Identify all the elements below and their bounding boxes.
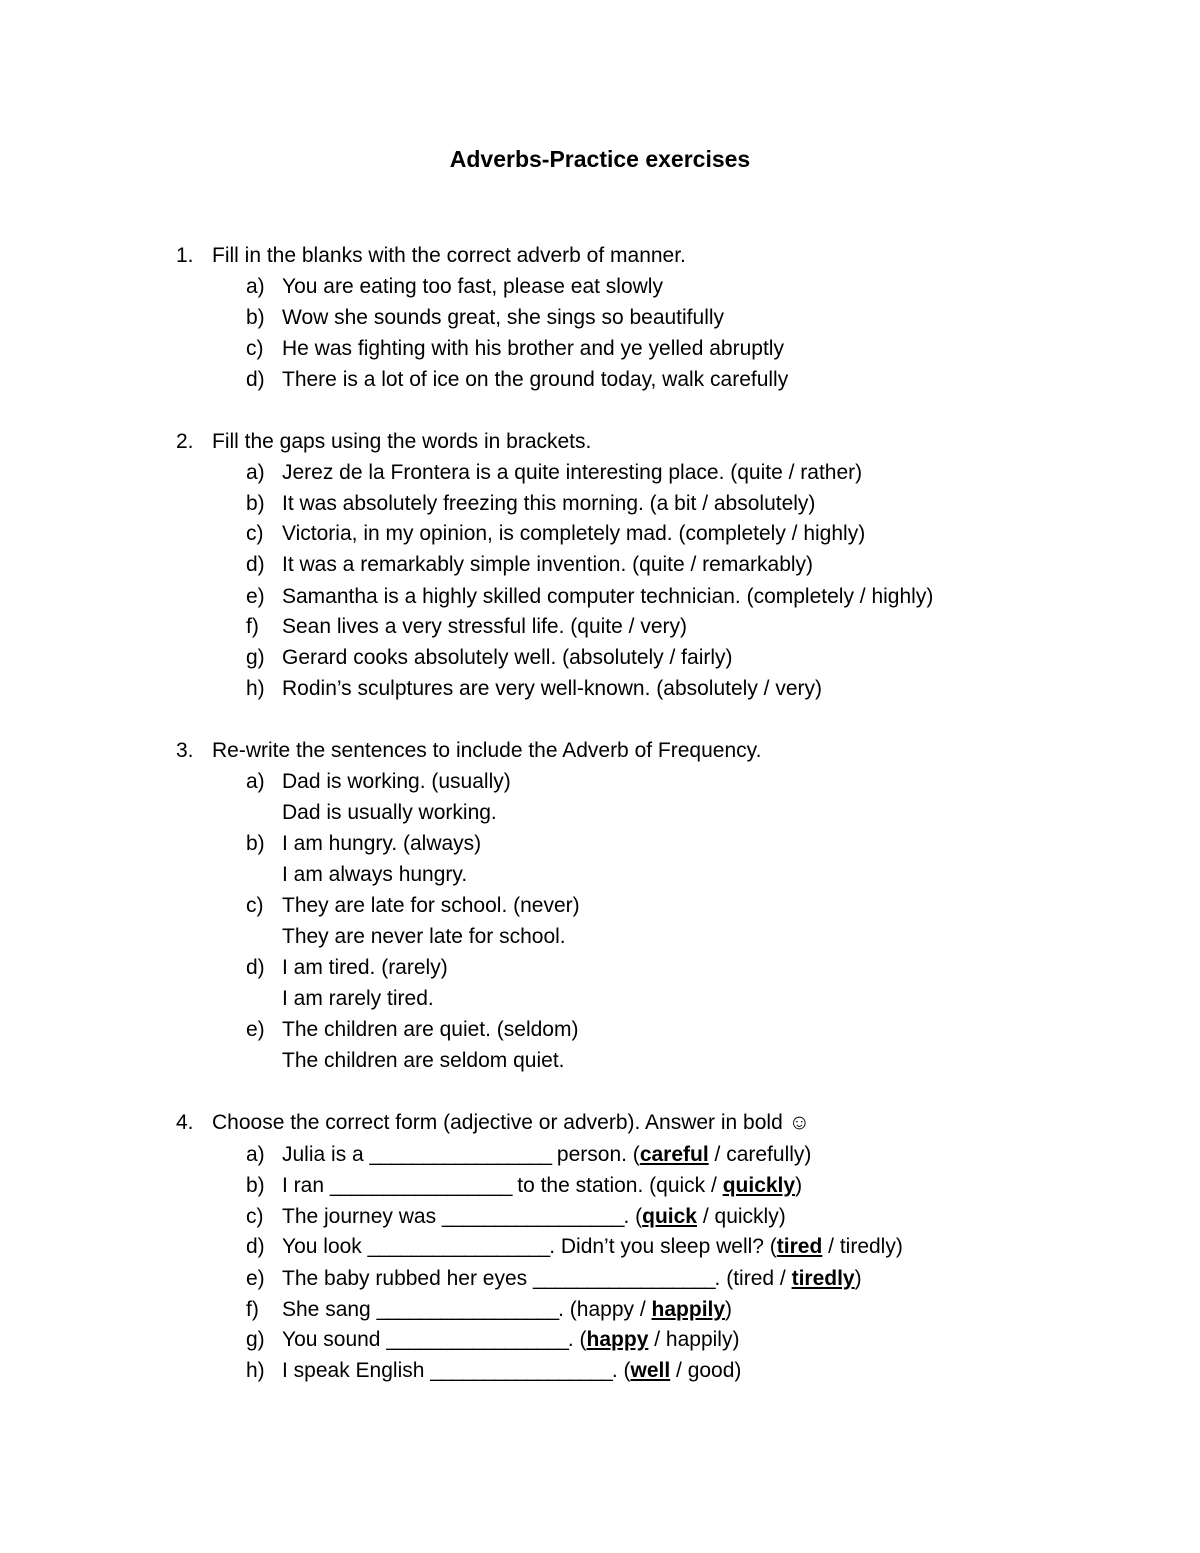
s4-item-a-choice-1: careful bbox=[639, 1143, 709, 1166]
s2-item-e-text: Samantha is a highly skilled computer technician. (completely / highly) bbox=[282, 585, 934, 608]
s4-item-b-blank: _________________ bbox=[329, 1174, 512, 1197]
s4-item-d-post: ) bbox=[895, 1235, 903, 1258]
s2-item-d-text: It was a remarkably simple invention. (quite / remarkably) bbox=[282, 553, 814, 576]
s4-item-a-sep: / bbox=[708, 1143, 727, 1166]
s4-item-h-pre: I speak English bbox=[282, 1359, 431, 1382]
s4-item-g-post: ) bbox=[732, 1328, 740, 1351]
s4-item-h-blank: _________________ bbox=[430, 1359, 612, 1382]
s2-item-e-mark: e) bbox=[246, 585, 265, 608]
s4-item-d-blank: _________________ bbox=[367, 1235, 550, 1258]
s4-item-a-mark: a) bbox=[246, 1143, 265, 1166]
s4-item-g-choice-2: happily bbox=[665, 1328, 733, 1351]
s4-item-e bbox=[282, 1263, 862, 1294]
s2-item-b-mark: b) bbox=[246, 492, 265, 515]
s2-item-h-text: Rodin’s sculptures are very well-known. (absolutely / very) bbox=[282, 677, 822, 700]
s4-item-e-choice-2: tiredly bbox=[791, 1267, 855, 1290]
s4-item-b bbox=[282, 1170, 802, 1201]
s4-item-c-blank: _________________ bbox=[441, 1205, 624, 1228]
s4-item-a-post: ) bbox=[804, 1143, 812, 1166]
section-3-number: 3. bbox=[176, 739, 194, 762]
section-2-number: 2. bbox=[176, 430, 194, 453]
s1-item-c-mark: c) bbox=[246, 337, 264, 360]
s4-item-d-mid: . Didn’t you sleep well? ( bbox=[549, 1235, 777, 1258]
s3-item-e-mark: e) bbox=[246, 1018, 265, 1041]
s4-item-h-post: ) bbox=[734, 1359, 742, 1382]
s4-item-c-pre: The journey was bbox=[282, 1205, 442, 1228]
s4-item-h-mark: h) bbox=[246, 1359, 265, 1382]
s4-item-a-blank: _________________ bbox=[369, 1143, 552, 1166]
s4-item-e-blank: _________________ bbox=[533, 1267, 715, 1290]
s4-item-h-choice-1: well bbox=[630, 1359, 671, 1382]
s4-item-e-sep: / bbox=[774, 1267, 792, 1290]
s1-item-b-text: Wow she sounds great, she sings so beautifully bbox=[282, 306, 725, 329]
s4-item-b-choice-2: quickly bbox=[722, 1174, 796, 1197]
s4-item-d-mark: d) bbox=[246, 1235, 265, 1258]
s2-item-d-mark: d) bbox=[246, 553, 265, 576]
s4-item-f-mark: f) bbox=[246, 1298, 259, 1321]
s4-item-a-choice-2: carefully bbox=[726, 1143, 805, 1166]
s4-item-h-sep: / bbox=[670, 1359, 688, 1382]
s4-item-b-mid: to the station. ( bbox=[511, 1174, 657, 1197]
s4-item-c-choice-2: quickly bbox=[714, 1205, 779, 1228]
s1-item-d-mark: d) bbox=[246, 368, 265, 391]
s2-item-b-text: It was absolutely freezing this morning. (a bit / absolutely) bbox=[282, 492, 816, 515]
s4-item-b-sep: / bbox=[705, 1174, 723, 1197]
s4-item-d bbox=[282, 1231, 903, 1262]
s3-item-c-answer: They are never late for school. bbox=[282, 925, 566, 948]
s3-item-b-text: I am hungry. (always) bbox=[282, 832, 482, 855]
s3-item-a-text: Dad is working. (usually) bbox=[282, 770, 511, 793]
s2-item-g-text: Gerard cooks absolutely well. (absolutely / fairly) bbox=[282, 646, 733, 669]
s4-item-d-pre: You look bbox=[282, 1235, 368, 1258]
s4-item-h-choice-2: good bbox=[687, 1359, 735, 1382]
s3-item-a-mark: a) bbox=[246, 770, 265, 793]
s4-item-g-sep: / bbox=[648, 1328, 666, 1351]
s4-item-d-choice-1: tired bbox=[776, 1235, 823, 1258]
s4-item-h bbox=[282, 1355, 741, 1386]
s4-item-f-choice-2: happily bbox=[651, 1298, 726, 1321]
s4-item-e-pre: The baby rubbed her eyes bbox=[282, 1267, 533, 1290]
s4-item-f-sep: / bbox=[634, 1298, 652, 1321]
s3-item-b-mark: b) bbox=[246, 832, 265, 855]
s4-item-f-mid: . ( bbox=[558, 1298, 577, 1321]
s2-item-h-mark: h) bbox=[246, 677, 265, 700]
s4-item-h-mid: . ( bbox=[611, 1359, 631, 1382]
section-4-number: 4. bbox=[176, 1111, 194, 1134]
s2-item-a-text: Jerez de la Frontera is a quite interesting place. (quite / rather) bbox=[282, 461, 863, 484]
s2-item-c-mark: c) bbox=[246, 522, 264, 545]
s4-item-a-mid: person. ( bbox=[551, 1143, 640, 1166]
s1-item-c-text: He was fighting with his brother and ye yelled abruptly bbox=[282, 337, 784, 360]
s4-item-g-mark: g) bbox=[246, 1328, 265, 1351]
s3-item-d-text: I am tired. (rarely) bbox=[282, 956, 448, 979]
s4-item-b-choice-1: quick bbox=[656, 1174, 706, 1197]
s1-item-d-text: There is a lot of ice on the ground today, walk carefully bbox=[282, 368, 789, 391]
s4-item-g-choice-1: happy bbox=[586, 1328, 649, 1351]
s2-item-a-mark: a) bbox=[246, 461, 265, 484]
s3-item-b-answer: I am always hungry. bbox=[282, 863, 468, 886]
s2-item-c-text: Victoria, in my opinion, is completely mad. (completely / highly) bbox=[282, 522, 866, 545]
s1-item-b-mark: b) bbox=[246, 306, 265, 329]
s4-item-e-post: ) bbox=[854, 1267, 862, 1290]
s4-item-c bbox=[282, 1201, 786, 1232]
s3-item-c-text: They are late for school. (never) bbox=[282, 894, 580, 917]
s4-item-c-choice-1: quick bbox=[642, 1205, 697, 1228]
section-1-number: 1. bbox=[176, 244, 194, 267]
s4-item-d-choice-2: tiredly bbox=[839, 1235, 896, 1258]
s3-item-c-mark: c) bbox=[246, 894, 264, 917]
s4-item-f-blank: _________________ bbox=[376, 1298, 559, 1321]
s4-item-f-post: ) bbox=[725, 1298, 733, 1321]
s4-item-g bbox=[282, 1324, 739, 1355]
s4-item-f-choice-1: happy bbox=[576, 1298, 635, 1321]
s4-item-c-post: ) bbox=[778, 1205, 786, 1228]
s3-item-e-text: The children are quiet. (seldom) bbox=[282, 1018, 579, 1041]
s3-item-a-answer: Dad is usually working. bbox=[282, 801, 497, 824]
section-1-instruction: Fill in the blanks with the correct adverb of manner. bbox=[212, 244, 686, 267]
s4-item-b-pre: I ran bbox=[282, 1174, 330, 1197]
s4-item-c-sep: / bbox=[697, 1205, 715, 1228]
s3-item-d-answer: I am rarely tired. bbox=[282, 987, 434, 1010]
s4-item-d-sep: / bbox=[822, 1235, 840, 1258]
s4-item-g-mid: . ( bbox=[567, 1328, 587, 1351]
s4-item-g-blank: _________________ bbox=[386, 1328, 568, 1351]
page-title: Adverbs-Practice exercises bbox=[449, 146, 751, 172]
s1-item-a-mark: a) bbox=[246, 275, 265, 298]
s4-item-c-mark: c) bbox=[246, 1205, 264, 1228]
s4-item-c-mid: . ( bbox=[623, 1205, 643, 1228]
s4-item-a-pre: Julia is a bbox=[282, 1143, 370, 1166]
section-4-instruction: Choose the correct form (adjective or adverb). Answer in bold ☺ bbox=[212, 1111, 811, 1134]
s3-item-d-mark: d) bbox=[246, 956, 265, 979]
s4-item-b-mark: b) bbox=[246, 1174, 265, 1197]
s4-item-e-mid: . ( bbox=[714, 1267, 734, 1290]
s4-item-e-mark: e) bbox=[246, 1267, 265, 1290]
s4-item-a bbox=[282, 1139, 811, 1170]
s4-item-f-pre: She sang bbox=[282, 1298, 377, 1321]
s2-item-f-text: Sean lives a very stressful life. (quite / very) bbox=[282, 615, 687, 638]
s2-item-f-mark: f) bbox=[246, 615, 259, 638]
section-2-instruction: Fill the gaps using the words in brackets. bbox=[212, 430, 592, 453]
s4-item-e-choice-1: tired bbox=[733, 1267, 775, 1290]
s4-item-b-post: ) bbox=[795, 1174, 803, 1197]
s1-item-a-text: You are eating too fast, please eat slowly bbox=[282, 275, 663, 298]
s3-item-e-answer: The children are seldom quiet. bbox=[282, 1049, 565, 1072]
section-3-instruction: Re-write the sentences to include the Adverb of Frequency. bbox=[212, 739, 762, 762]
s4-item-g-pre: You sound bbox=[282, 1328, 387, 1351]
s4-item-f bbox=[282, 1294, 732, 1325]
s2-item-g-mark: g) bbox=[246, 646, 265, 669]
